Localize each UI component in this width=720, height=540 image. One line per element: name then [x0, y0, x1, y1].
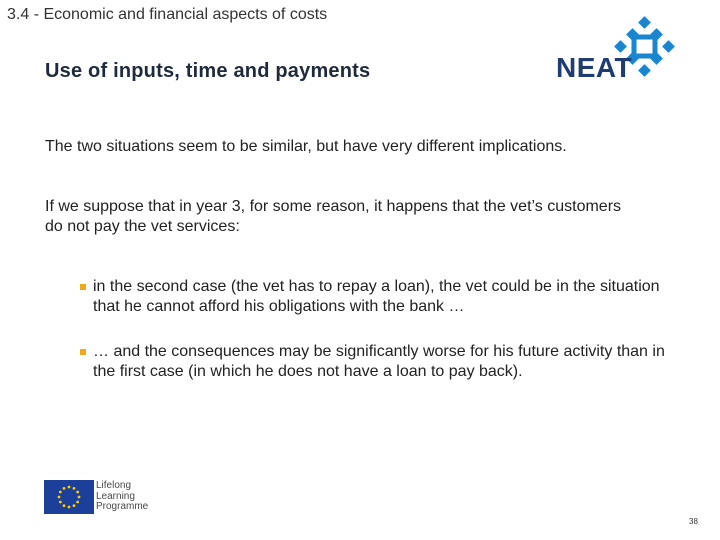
- bullet-marker: [80, 284, 86, 290]
- page-number: 38: [689, 517, 698, 526]
- eu-star: [73, 504, 76, 507]
- lifelong-learning-programme-label: [96, 481, 148, 513]
- paragraph-2: If we suppose that in year 3, for some reason, it happens that the vet’s customers do not pay the vet services:: [45, 198, 622, 235]
- eu-star: [63, 504, 66, 507]
- section-title: 3.4 - Economic and financial aspects of costs: [7, 6, 328, 23]
- eu-star: [68, 486, 71, 489]
- bullet-text: … and the consequences may be significantly worse for his future activity than in the first case (in which he does not have a loan to pay back).: [93, 343, 665, 380]
- eu-star: [59, 501, 62, 504]
- eu-star: [58, 496, 61, 499]
- paragraph-1: The two situations seem to be similar, but have very different implications.: [45, 138, 567, 155]
- llp-line-3: Programme: [96, 501, 149, 512]
- neat-logo-text: NEAT: [556, 52, 633, 83]
- eu-star: [78, 496, 81, 499]
- llp-line-1: Lifelong: [96, 480, 132, 491]
- llp-line-2: Learning: [96, 490, 135, 502]
- bullet-text: in the second case (the vet has to repay a loan), the vet could be in the situation that he cannot afford his obligations with the bank …: [93, 278, 660, 315]
- eu-star: [68, 506, 71, 509]
- eu-star: [76, 491, 79, 494]
- eu-star: [73, 487, 76, 490]
- bullet-item-1: [80, 277, 680, 317]
- slide-title: Use of inputs, time and payments: [45, 60, 371, 82]
- bullet-item-2: [80, 342, 680, 382]
- bullet-marker: [80, 349, 86, 355]
- eu-star: [76, 501, 79, 504]
- eu-flag-icon: [44, 480, 94, 514]
- eu-star: [63, 487, 66, 490]
- eu-star: [59, 491, 62, 494]
